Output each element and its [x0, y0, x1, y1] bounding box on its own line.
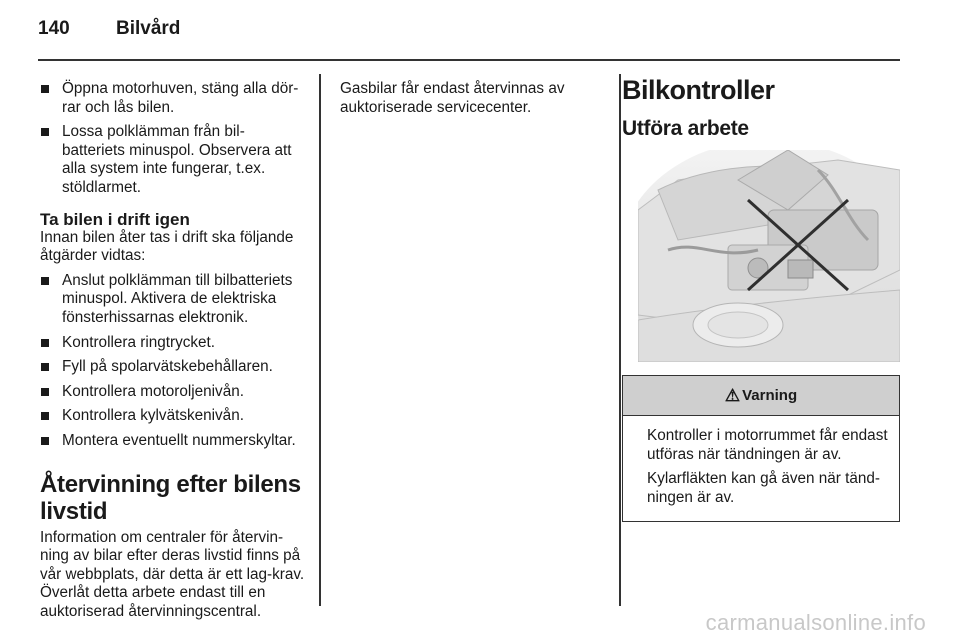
bullet-square-icon: [41, 363, 49, 371]
column-left: [40, 80, 305, 627]
watermark: carmanualsonline.info: [705, 610, 926, 635]
warning-triangle-icon: ⚠: [724, 385, 741, 405]
heading-recycling: Återvinning efter bilens livstid: [40, 470, 301, 525]
list-item: Montera eventuellt nummerskyltar.: [40, 432, 305, 451]
list-item: Anslut polklämman till bilbatteriets minuspol. Aktivera de elektriska fönsterhissarnas elektronik.: [40, 272, 305, 328]
bullet-square-icon: [41, 128, 49, 136]
bullet-square-icon: [41, 388, 49, 396]
bullet-square-icon: [41, 277, 49, 285]
warning-body: [623, 416, 899, 521]
list-item: Fyll på spolarvätskebehållaren.: [40, 358, 305, 377]
page-header: [38, 18, 180, 40]
header-rule: [38, 59, 900, 61]
column-right: [622, 74, 900, 142]
bullet-square-icon: [41, 339, 49, 347]
heading-performing-work: Utföra arbete: [622, 117, 749, 140]
list-item: Öppna motorhuven, stäng alla dör-rar och lås bilen.: [40, 80, 305, 117]
warning-box: [622, 375, 900, 522]
gas-vehicle-note: Gasbilar får endast återvinnas av auktoriserade servicecenter.: [340, 80, 565, 116]
section-title: Bilvård: [116, 18, 181, 39]
list-item: Kontrollera kylvätskenivån.: [40, 407, 305, 426]
list-item: Kontrollera ringtrycket.: [40, 334, 305, 353]
bullet-square-icon: [41, 437, 49, 445]
list-item: Kontrollera motoroljenivån.: [40, 383, 305, 402]
bullet-list-top: [40, 80, 305, 198]
recycling-body: Information om centraler för återvin-ning av bilar efter deras livstid finns på vår webbplats, där detta är ett lag-krav. Överlåt detta arbete endast till en auktoriserad återvinningscentral.: [40, 528, 305, 620]
column-divider-2: [619, 74, 621, 606]
engine-bay-illustration: [638, 150, 900, 362]
column-divider-1: [319, 74, 321, 606]
bullet-list-restart: [40, 272, 305, 451]
column-middle: [340, 80, 602, 123]
warning-text-1: Kontroller i motorrummet får endast utföras när tändningen är av.: [647, 427, 888, 463]
warning-title: Varning: [742, 387, 798, 404]
bullet-square-icon: [41, 85, 49, 93]
warning-header: [623, 376, 899, 416]
bullet-square-icon: [41, 412, 49, 420]
heading-vehicle-checks: Bilkontroller: [622, 75, 775, 105]
list-item: Lossa polklämman från bil-batteriets minuspol. Observera att alla system inte fungerar, t.ex. stöldlarmet.: [40, 123, 305, 197]
warning-text-2: Kylarfläkten kan gå även när tänd-ningen är av.: [647, 470, 880, 506]
page-number: 140: [38, 18, 70, 39]
subheading-restart: Ta bilen i drift igen: [40, 209, 190, 229]
restart-intro: Innan bilen åter tas i drift ska följande åtgärder vidtas:: [40, 228, 294, 265]
